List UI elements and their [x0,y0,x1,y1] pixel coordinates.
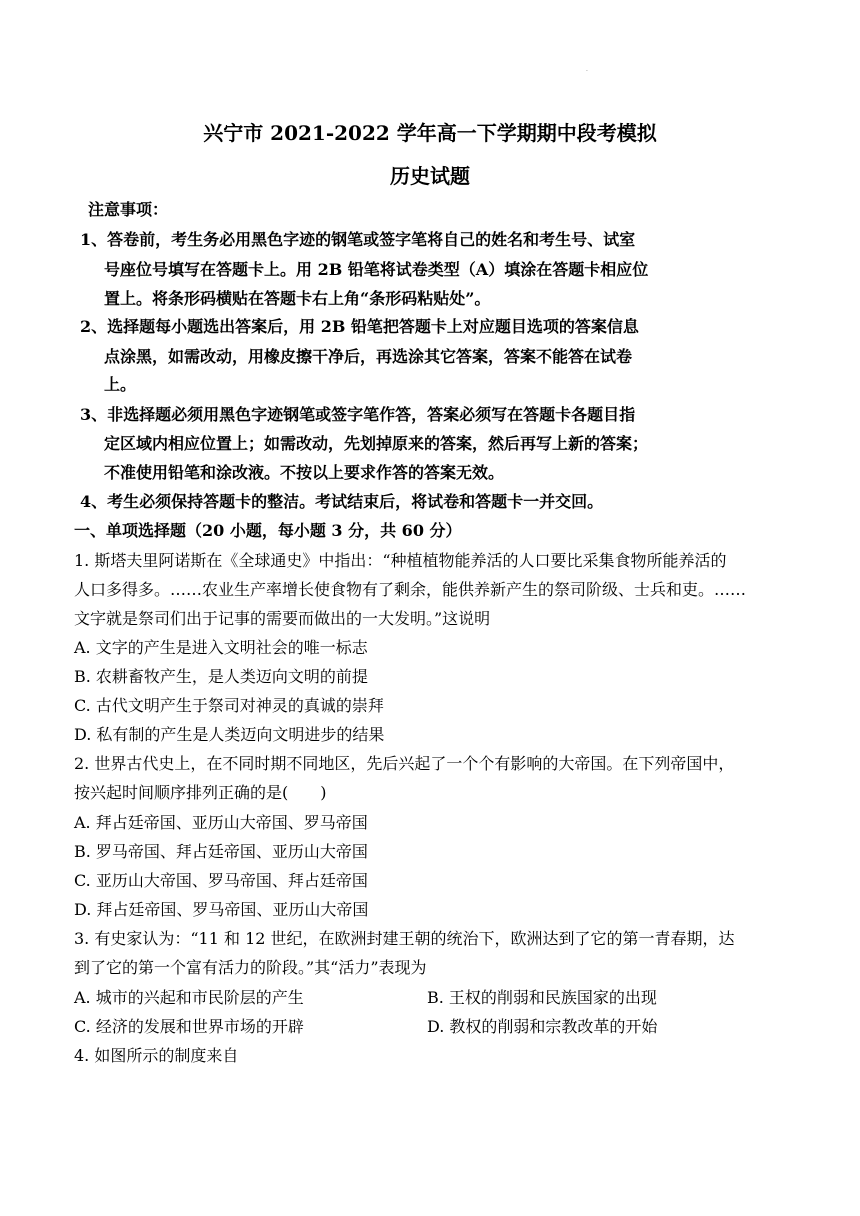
exam-title: 兴宁市 2021-2022 学年高一下学期期中段考模拟 [203,121,657,145]
section-heading: 一、单项选择题（20 小题，每小题 3 分，共 60 分） [74,521,462,540]
question-4-stem: 4. 如图所示的制度来自 [74,1046,239,1065]
exam-subtitle: 历史试题 [390,164,470,188]
scan-dot: · [586,68,588,75]
notice-heading: 注意事项： [88,200,169,219]
notice-line: 3、非选择题必须用黑色字迹钢笔或签字笔作答，答案必须写在答题卡各题目指 [80,405,636,424]
question-1-stem: 文字就是祭司们出于记事的需要而做出的一大发明。”这说明 [74,609,491,628]
notice-line: 定区域内相应位置上；如需改动，先划掉原来的答案，然后再写上新的答案； [104,434,649,453]
question-1-option-a: A. 文字的产生是进入文明社会的唯一标志 [74,638,368,657]
question-1-stem: 人口多得多。……农业生产率增长使食物有了剩余，能供养新产生的祭司阶级、士兵和吏。…… [74,580,747,599]
notice-line: 点涂黑，如需改动，用橡皮擦干净后，再选涂其它答案，答案不能答在试卷 [104,347,633,366]
question-1-option-d: D. 私有制的产生是人类迈向文明进步的结果 [74,725,385,744]
question-2-option-d: D. 拜占廷帝国、罗马帝国、亚历山大帝国 [74,900,369,919]
question-2-option-b: B. 罗马帝国、拜占廷帝国、亚历山大帝国 [74,842,368,861]
question-2-option-c: C. 亚历山大帝国、罗马帝国、拜占廷帝国 [74,871,368,890]
question-1-option-c: C. 古代文明产生于祭司对神灵的真诚的崇拜 [74,696,384,715]
question-3-option-d: D. 教权的削弱和宗教改革的开始 [427,1017,658,1036]
notice-line: 2、选择题每小题选出答案后，用 2B 铅笔把答题卡上对应题目选项的答案信息 [80,317,639,336]
question-3-option-c: C. 经济的发展和世界市场的开辟 [74,1017,304,1036]
question-3-option-b: B. 王权的削弱和民族国家的出现 [427,988,657,1007]
notice-line: 不准使用铅笔和涂改液。不按以上要求作答的答案无效。 [104,463,505,482]
question-2-option-a: A. 拜占廷帝国、亚历山大帝国、罗马帝国 [74,813,368,832]
notice-line: 4、考生必须保持答题卡的整洁。考试结束后，将试卷和答题卡一并交回。 [80,492,604,511]
notice-line: 置上。将条形码横贴在答题卡右上角“条形码粘贴处”。 [104,289,491,308]
question-3-stem: 3. 有史家认为：“11 和 12 世纪，在欧洲封建王朝的统治下，欧洲达到了它的第一青春期，达 [74,929,735,948]
notice-line: 1、答卷前，考生务必用黑色字迹的钢笔或签字笔将自己的姓名和考生号、试室 [80,230,636,249]
notice-line: 上。 [104,375,137,394]
question-3-option-a: A. 城市的兴起和市民阶层的产生 [74,988,304,1007]
question-1-stem: 1. 斯塔夫里阿诺斯在《全球通史》中指出：“种植植物能养活的人口要比采集食物所能养活的 [74,551,727,570]
notice-line: 号座位号填写在答题卡上。用 2B 铅笔将试卷类型（A）填涂在答题卡相应位 [104,260,649,279]
question-2-stem: 2. 世界古代史上，在不同时期不同地区，先后兴起了一个个有影响的大帝国。在下列帝国中， [74,754,735,773]
question-1-option-b: B. 农耕畜牧产生，是人类迈向文明的前提 [74,667,368,686]
question-3-stem: 到了它的第一个富有活力的阶段。”其“活力”表现为 [74,958,427,977]
question-2-stem: 按兴起时间顺序排列正确的是( ) [74,783,327,802]
